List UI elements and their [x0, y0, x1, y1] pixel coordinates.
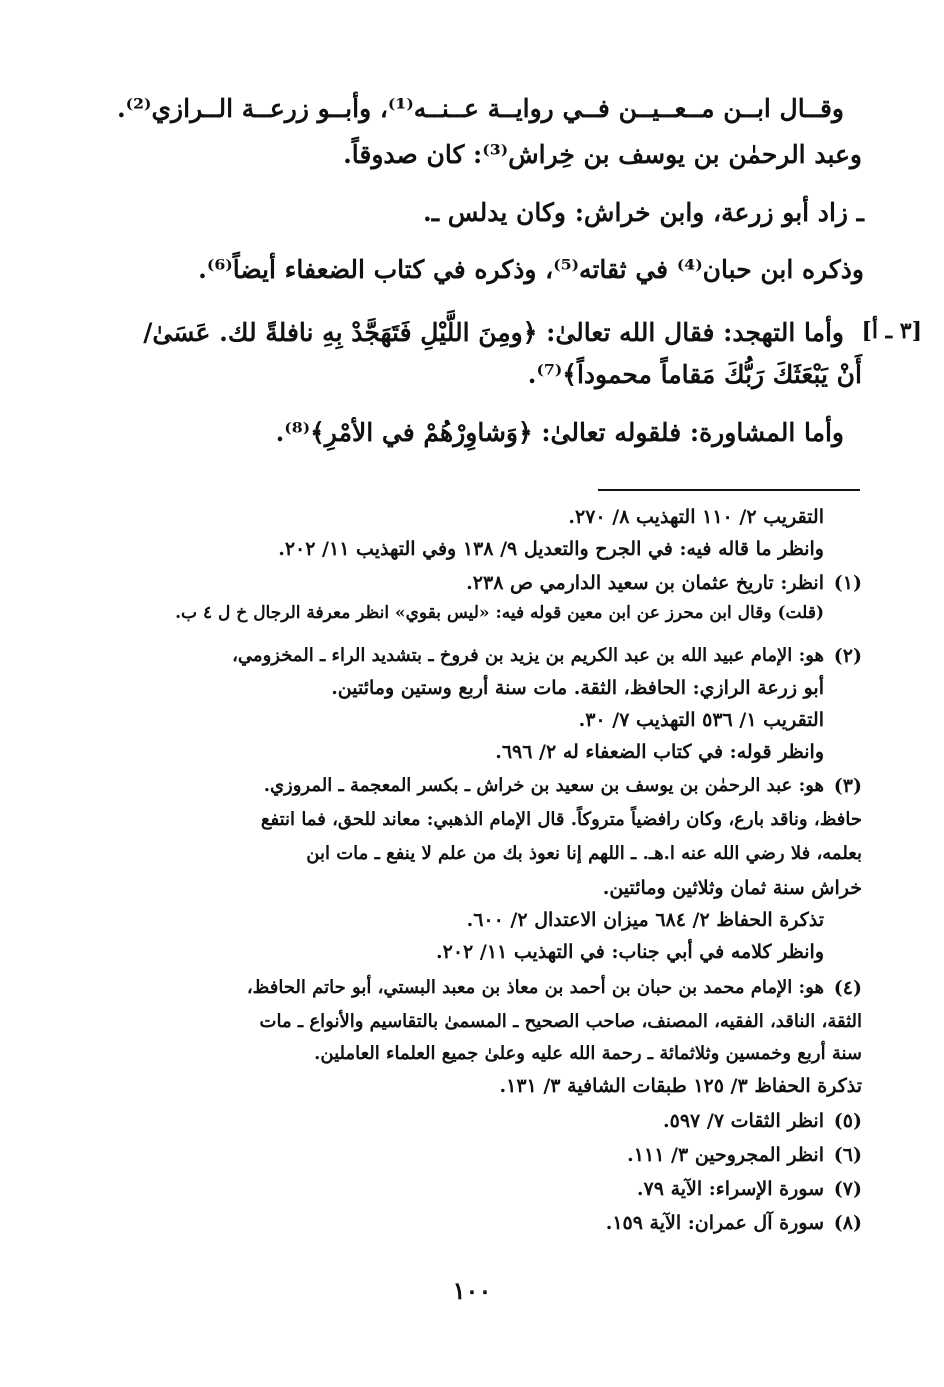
footnote-number: (٥): [833, 1110, 862, 1132]
footnote-number: (٢): [833, 645, 862, 667]
footnote-separator: [598, 489, 860, 491]
footnote-line: انظر الثقات ٧/ ٥٩٧.: [663, 1110, 824, 1132]
footnote-line: التقريب ١/ ٥٣٦ التهذيب ٧/ ٣٠.: [578, 709, 824, 731]
footnote-line: (قلت) وقال ابن محرز عن ابن معين قوله فيه: «ليس بقوي» انظر معرفة الرجال خ ل ٤ ب.: [175, 603, 824, 623]
footnote-number: (١): [833, 572, 862, 594]
footnote-line: هو: الإمام عبيد الله بن عبد الكريم بن يزيد بن فروخ ـ بتشديد الراء ـ المخزومي،: [232, 645, 824, 666]
footnote-number: (٦): [833, 1144, 862, 1166]
page-number: ١٠٠: [452, 1276, 492, 1305]
footnote-number: (٨): [833, 1212, 862, 1234]
footnote-line: هو: عبد الرحمٰن بن يوسف بن سعيد بن خراش ـ بكسر المعجمة ـ المروزي.: [263, 775, 824, 796]
footnote-number: (٧): [833, 1178, 862, 1200]
footnote-line: خراش سنة ثمان وثلاثين ومائتين.: [602, 877, 862, 899]
footnote-line: حافظ، وناقد بارع، وكان رافضياً متروكاً. قال الإمام الذهبي: معاند للحق، فما انتفع: [260, 809, 862, 830]
section-marker: [٣ ـ أ]: [861, 318, 922, 344]
main-text-line: وأما التهجد: فقال الله تعالىٰ: ﴿ومِنَ اللَّيْلِ فَتَهَجَّدْ بِهِ نافلةً لك. عَسَىٰ/: [143, 318, 844, 347]
main-text-line: وعبد الرحمٰن بن يوسف بن خِراش⁽³⁾: كان صدوقاً.: [343, 140, 862, 169]
main-text-line: وذكره ابن حبان⁽⁴⁾ في ثقاته⁽⁵⁾، وذكره في كتاب الضعفاء أيضاً⁽⁶⁾.: [198, 255, 864, 284]
footnote-line: بعلمه، فلا رضي الله عنه ا.هـ. ـ اللهم إنا نعوذ بك من علم لا ينفع ـ مات ابن: [306, 843, 862, 864]
footnote-line: تذكرة الحفاظ ٢/ ٦٨٤ ميزان الاعتدال ٢/ ٦٠٠.: [466, 909, 824, 931]
footnote-line: الثقة، الناقد، الفقيه، المصنف، صاحب الصحيح ـ المسمىٰ بالتقاسيم والأنواع ـ مات: [259, 1011, 862, 1032]
footnote-line: وانظر ما قاله فيه: في الجرح والتعديل ٩/ ١٣٨ وفي التهذيب ١١/ ٢٠٢.: [278, 538, 824, 560]
main-text-line: أَنْ يَبْعَثَكَ رَبُّكَ مَقاماً محموداً﴾⁽⁷⁾.: [527, 360, 862, 389]
main-text-line: وقــال ابــن مــعــيــن فــي روايــة عــنــه⁽¹⁾، وأبــو زرعــة الــرازي⁽²⁾.: [116, 94, 844, 123]
footnote-line: وانظر كلامه في أبي جناب: في التهذيب ١١/ ٢٠٢.: [436, 941, 824, 963]
footnote-line: سورة آل عمران: الآية ١٥٩.: [605, 1212, 824, 1234]
footnote-line: سورة الإسراء: الآية ٧٩.: [636, 1178, 824, 1200]
main-text-line: وأما المشاورة: فلقوله تعالىٰ: ﴿وَشاوِرْهُمْ في الأمْرِ﴾⁽⁸⁾.: [275, 418, 844, 447]
footnote-line: التقريب ٢/ ١١٠ التهذيب ٨/ ٢٧٠.: [568, 506, 824, 528]
footnote-line: وانظر قوله: في كتاب الضعفاء له ٢/ ٦٩٦.: [495, 741, 824, 763]
footnote-line: انظر المجروحين ٣/ ١١١.: [627, 1144, 824, 1166]
footnote-line: انظر: تاريخ عثمان بن سعيد الدارمي ص ٢٣٨.: [466, 572, 824, 594]
footnote-line: سنة أربع وخمسين وثلاثمائة ـ رحمة الله عليه وعلىٰ جميع العلماء العاملين.: [314, 1043, 862, 1064]
footnote-number: (٣): [833, 775, 862, 797]
footnote-line: أبو زرعة الرازي: الحافظ، الثقة. مات سنة أربع وستين ومائتين.: [331, 677, 824, 699]
footnote-line: تذكرة الحفاظ ٣/ ١٢٥ طبقات الشافية ٣/ ١٣١.: [499, 1075, 862, 1097]
main-text-line: ـ زاد أبو زرعة، وابن خراش: وكان يدلس ـ.: [423, 198, 864, 227]
footnote-number: (٤): [833, 977, 862, 999]
footnote-line: هو: الإمام محمد بن حبان بن أحمد بن معاذ بن معبد البستي، أبو حاتم الحافظ،: [246, 977, 824, 998]
